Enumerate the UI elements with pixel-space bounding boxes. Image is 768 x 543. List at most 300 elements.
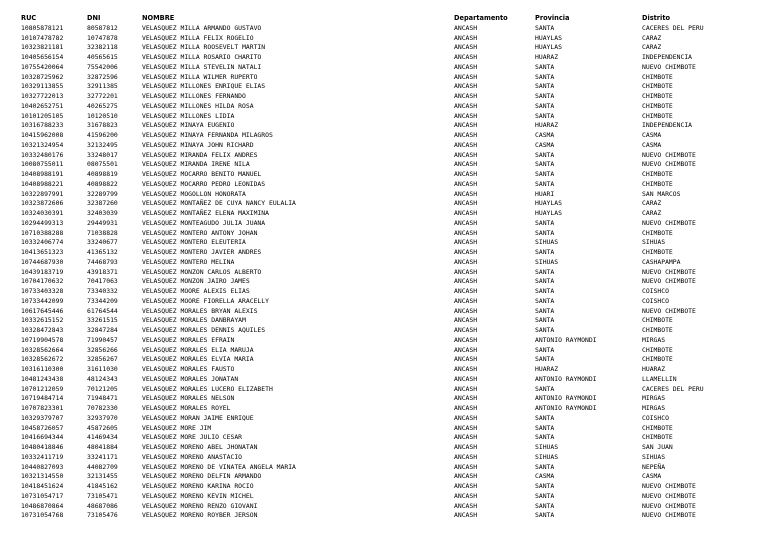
nombre-cell: VELASQUEZ MILLA ROSARIO CHARITO — [142, 53, 262, 61]
table-row — [21, 472, 741, 482]
ruc-cell: 10418451624 — [21, 482, 64, 490]
nombre-cell: VELASQUEZ MORALES FAUSTO — [142, 365, 235, 373]
nombre-cell: VELASQUEZ MIRANDA FELIX ANDRES — [142, 150, 258, 159]
departamento-cell: ANCASH — [454, 306, 478, 315]
ruc-cell: 10486870864 — [21, 501, 64, 510]
nombre-cell: VELASQUEZ MORE JIM — [142, 423, 212, 432]
provincia-cell: SANTA — [535, 287, 555, 295]
dni-cell: 33240677 — [87, 238, 118, 247]
header-row — [21, 14, 741, 24]
header-dni: DNI — [87, 14, 101, 22]
dni-cell: 71948471 — [87, 394, 118, 403]
table-row — [21, 433, 741, 443]
dni-cell: 32403039 — [87, 209, 118, 217]
distrito-cell: INDEPENDENCIA — [642, 121, 693, 130]
table-row — [21, 336, 741, 346]
dni-cell: 32772201 — [87, 92, 118, 100]
table-row — [21, 404, 741, 414]
ruc-cell: 10408988221 — [21, 179, 64, 188]
provincia-cell: HUAYLAS — [535, 43, 562, 52]
departamento-cell: ANCASH — [454, 296, 478, 305]
table-row — [21, 131, 741, 141]
dni-cell: 08075501 — [87, 160, 118, 169]
nombre-cell: VELASQUEZ MIRANDA IRENE NILA — [142, 160, 250, 169]
provincia-cell: SIHUAS — [535, 452, 559, 461]
nombre-cell: VELASQUEZ MILLA WILMER RUPERTO — [142, 72, 258, 81]
records-table — [21, 14, 741, 521]
dni-cell: 32856267 — [87, 355, 118, 364]
ruc-cell: 10617645446 — [21, 306, 64, 315]
dni-cell: 10747878 — [87, 33, 118, 42]
table-row — [21, 199, 741, 209]
departamento-cell: ANCASH — [454, 452, 478, 461]
departamento-cell: ANCASH — [454, 23, 478, 32]
dni-cell: 73105471 — [87, 491, 118, 500]
dni-cell: 40265275 — [87, 101, 118, 110]
ruc-cell: 10439183719 — [21, 267, 64, 276]
dni-cell: 44082709 — [87, 462, 118, 471]
table-row — [21, 268, 741, 278]
table-row — [21, 34, 741, 44]
distrito-cell: CHIMBOTE — [642, 345, 673, 354]
departamento-cell: ANCASH — [454, 101, 478, 110]
nombre-cell: VELASQUEZ MORENO ABEL JHONATAN — [142, 443, 258, 451]
departamento-cell: ANCASH — [454, 355, 478, 364]
distrito-cell: SIHUAS — [642, 238, 666, 247]
dni-cell: 10120510 — [87, 111, 118, 120]
departamento-cell: ANCASH — [454, 384, 478, 393]
dni-cell: 70417063 — [87, 277, 118, 286]
distrito-cell: NEPEÑA — [642, 462, 666, 471]
nombre-cell: VELASQUEZ MORAN JAIME ENRIQUE — [142, 413, 254, 422]
provincia-cell: SANTA — [535, 462, 555, 471]
dni-cell: 40898822 — [87, 179, 118, 188]
dni-cell: 40898819 — [87, 170, 118, 178]
table-row — [21, 219, 741, 229]
dni-cell: 75542006 — [87, 62, 118, 71]
dni-cell: 74468793 — [87, 257, 118, 266]
departamento-cell: ANCASH — [454, 501, 478, 510]
nombre-cell: VELASQUEZ MONTAÑEZ ELENA MAXIMINA — [142, 209, 269, 217]
table-row — [21, 141, 741, 151]
nombre-cell: VELASQUEZ MILLONES LIDIA — [142, 111, 235, 120]
distrito-cell: NUEVO CHIMBOTE — [642, 511, 696, 520]
departamento-cell: ANCASH — [454, 287, 478, 295]
nombre-cell: VELASQUEZ MILLA FELIX ROGELIO — [142, 33, 254, 42]
departamento-cell: ANCASH — [454, 374, 478, 383]
distrito-cell: CHIMBOTE — [642, 326, 673, 334]
dni-cell: 32911385 — [87, 82, 118, 91]
table-row — [21, 190, 741, 200]
table-row — [21, 482, 741, 492]
provincia-cell: ANTONIO RAYMONDI — [535, 394, 597, 403]
ruc-cell: 10458726057 — [21, 423, 64, 432]
departamento-cell: ANCASH — [454, 433, 478, 442]
ruc-cell: 10328562664 — [21, 345, 64, 354]
departamento-cell: ANCASH — [454, 335, 478, 344]
ruc-cell: 10332615152 — [21, 316, 64, 325]
ruc-cell: 10316110300 — [21, 365, 64, 373]
dni-cell: 45872605 — [87, 423, 118, 432]
ruc-cell: 10731054768 — [21, 511, 64, 520]
nombre-cell: VELASQUEZ MILLA ARMANDO GUSTAVO — [142, 23, 262, 32]
departamento-cell: ANCASH — [454, 277, 478, 286]
dni-cell: 32856266 — [87, 345, 118, 354]
departamento-cell: ANCASH — [454, 121, 478, 130]
ruc-cell: 10328562672 — [21, 355, 64, 364]
ruc-cell: 10329379707 — [21, 413, 64, 422]
nombre-cell: VELASQUEZ MORENO KARINA ROCIO — [142, 482, 254, 490]
provincia-cell: SANTA — [535, 277, 555, 286]
distrito-cell: CHIMBOTE — [642, 316, 673, 325]
provincia-cell: CASMA — [535, 140, 555, 149]
distrito-cell: INDEPENDENCIA — [642, 53, 693, 61]
table-row — [21, 277, 741, 287]
table-row — [21, 82, 741, 92]
table-row — [21, 424, 741, 434]
table-row — [21, 73, 741, 83]
nombre-cell: VELASQUEZ MORALES ELVIA MARIA — [142, 355, 254, 364]
ruc-cell: 10744687930 — [21, 257, 64, 266]
departamento-cell: ANCASH — [454, 443, 478, 451]
distrito-cell: CACERES DEL PERU — [642, 23, 704, 32]
table-row — [21, 248, 741, 258]
distrito-cell: CASMA — [642, 131, 662, 139]
nombre-cell: VELASQUEZ MORALES ROYEL — [142, 404, 231, 412]
nombre-cell: VELASQUEZ MOORE FIORELLA ARACELLY — [142, 296, 269, 305]
ruc-cell: 10805878121 — [21, 23, 64, 32]
dni-cell: 73344209 — [87, 296, 118, 305]
nombre-cell: VELASQUEZ MOCARRO BENITO MANUEL — [142, 170, 262, 178]
provincia-cell: SANTA — [535, 267, 555, 276]
dni-cell: 71990457 — [87, 335, 118, 344]
distrito-cell: NUEVO CHIMBOTE — [642, 267, 696, 276]
ruc-cell: 10324030391 — [21, 209, 64, 217]
nombre-cell: VELASQUEZ MINAYA JOHN RICHARD — [142, 140, 254, 149]
table-row — [21, 229, 741, 239]
provincia-cell: SANTA — [535, 511, 555, 520]
provincia-cell: HUARAZ — [535, 365, 559, 373]
distrito-cell: MIRGAS — [642, 335, 666, 344]
ruc-cell: 10731054717 — [21, 491, 64, 500]
dni-cell: 32382118 — [87, 43, 118, 52]
departamento-cell: ANCASH — [454, 53, 478, 61]
table-row — [21, 151, 741, 161]
ruc-cell: 10707823301 — [21, 404, 64, 412]
ruc-cell: 10719484714 — [21, 394, 64, 403]
dni-cell: 48124343 — [87, 374, 118, 383]
departamento-cell: ANCASH — [454, 218, 478, 227]
nombre-cell: VELASQUEZ MILLONES HILDA ROSA — [142, 101, 254, 110]
dni-cell: 32289799 — [87, 189, 118, 198]
provincia-cell: SANTA — [535, 384, 555, 393]
distrito-cell: CACERES DEL PERU — [642, 384, 704, 393]
ruc-cell: 10107478782 — [21, 33, 64, 42]
dni-cell: 73105476 — [87, 511, 118, 520]
header-ruc: RUC — [21, 14, 37, 22]
dni-cell: 43918371 — [87, 267, 118, 276]
distrito-cell: CHIMBOTE — [642, 72, 673, 81]
departamento-cell: ANCASH — [454, 92, 478, 100]
ruc-cell: 10327722013 — [21, 92, 64, 100]
departamento-cell: ANCASH — [454, 62, 478, 71]
ruc-cell: 10321314550 — [21, 472, 64, 481]
provincia-cell: HUARAZ — [535, 53, 559, 61]
table-row — [21, 326, 741, 336]
distrito-cell: CHIMBOTE — [642, 423, 673, 432]
provincia-cell: SANTA — [535, 433, 555, 442]
ruc-cell: 10413651323 — [21, 248, 64, 256]
distrito-cell: CARAZ — [642, 209, 662, 217]
distrito-cell: NUEVO CHIMBOTE — [642, 306, 696, 315]
table-row — [21, 365, 741, 375]
dni-cell: 80587812 — [87, 23, 118, 32]
ruc-cell: 10481243438 — [21, 374, 64, 383]
departamento-cell: ANCASH — [454, 209, 478, 217]
provincia-cell: SANTA — [535, 413, 555, 422]
departamento-cell: ANCASH — [454, 131, 478, 139]
table-row — [21, 394, 741, 404]
provincia-cell: SANTA — [535, 82, 555, 91]
dni-cell: 41469434 — [87, 433, 118, 442]
provincia-cell: SANTA — [535, 355, 555, 364]
nombre-cell: VELASQUEZ MILLA STEVELIN NATALI — [142, 62, 262, 71]
provincia-cell: HUARAZ — [535, 121, 559, 130]
dni-cell: 48041884 — [87, 443, 118, 451]
dni-cell: 31678823 — [87, 121, 118, 130]
table-row — [21, 43, 741, 53]
distrito-cell: CHIMBOTE — [642, 228, 673, 237]
distrito-cell: HUARAZ — [642, 365, 666, 373]
table-row — [21, 24, 741, 34]
provincia-cell: SANTA — [535, 316, 555, 325]
nombre-cell: VELASQUEZ MORALES JONATAN — [142, 374, 239, 383]
ruc-cell: 10704170632 — [21, 277, 64, 286]
header-departamento: Departamento — [454, 14, 508, 22]
ruc-cell: 10733442099 — [21, 296, 64, 305]
departamento-cell: ANCASH — [454, 257, 478, 266]
departamento-cell: ANCASH — [454, 462, 478, 471]
table-row — [21, 238, 741, 248]
ruc-cell: 10332480176 — [21, 150, 64, 159]
nombre-cell: VELASQUEZ MORENO DE VINATEA ANGELA MARIA — [142, 462, 296, 471]
table-row — [21, 209, 741, 219]
departamento-cell: ANCASH — [454, 511, 478, 520]
table-row — [21, 414, 741, 424]
distrito-cell: CASMA — [642, 472, 662, 481]
nombre-cell: VELASQUEZ MONZON JAIRO JAMES — [142, 277, 250, 286]
nombre-cell: VELASQUEZ MORALES DANBRAYAM — [142, 316, 246, 325]
departamento-cell: ANCASH — [454, 43, 478, 52]
distrito-cell: CASMA — [642, 140, 662, 149]
distrito-cell: CASHAPAMPA — [642, 257, 681, 266]
departamento-cell: ANCASH — [454, 111, 478, 120]
provincia-cell: SANTA — [535, 248, 555, 256]
departamento-cell: ANCASH — [454, 82, 478, 91]
distrito-cell: NUEVO CHIMBOTE — [642, 62, 696, 71]
dni-cell: 33261515 — [87, 316, 118, 325]
ruc-cell: 10733403328 — [21, 287, 64, 295]
ruc-cell: 10080755011 — [21, 160, 64, 169]
departamento-cell: ANCASH — [454, 316, 478, 325]
departamento-cell: ANCASH — [454, 423, 478, 432]
table-row — [21, 170, 741, 180]
provincia-cell: SANTA — [535, 345, 555, 354]
dni-cell: 33241171 — [87, 452, 118, 461]
ruc-cell: 10332406774 — [21, 238, 64, 247]
nombre-cell: VELASQUEZ MORENO RENZO GIOVANI — [142, 501, 258, 510]
departamento-cell: ANCASH — [454, 472, 478, 481]
departamento-cell: ANCASH — [454, 326, 478, 334]
nombre-cell: VELASQUEZ MORALES ELIA MARUJA — [142, 345, 254, 354]
provincia-cell: HUAYLAS — [535, 209, 562, 217]
table-row — [21, 375, 741, 385]
table-row — [21, 53, 741, 63]
table-row — [21, 511, 741, 521]
provincia-cell: SANTA — [535, 423, 555, 432]
nombre-cell: VELASQUEZ MILLONES FERNANDO — [142, 92, 246, 100]
distrito-cell: CHIMBOTE — [642, 82, 673, 91]
distrito-cell: NUEVO CHIMBOTE — [642, 501, 696, 510]
dni-cell: 32387260 — [87, 199, 118, 208]
departamento-cell: ANCASH — [454, 345, 478, 354]
dni-cell: 41365132 — [87, 248, 118, 256]
distrito-cell: NUEVO CHIMBOTE — [642, 150, 696, 159]
nombre-cell: VELASQUEZ MINAYA EUGENIO — [142, 121, 235, 130]
table-row — [21, 453, 741, 463]
nombre-cell: VELASQUEZ MONTERO ANTONY JOHAN — [142, 228, 258, 237]
departamento-cell: ANCASH — [454, 482, 478, 490]
provincia-cell: SANTA — [535, 306, 555, 315]
nombre-cell: VELASQUEZ MORENO KEVIN MICHEL — [142, 491, 254, 500]
provincia-cell: SANTA — [535, 491, 555, 500]
provincia-cell: SANTA — [535, 228, 555, 237]
distrito-cell: NUEVO CHIMBOTE — [642, 218, 696, 227]
nombre-cell: VELASQUEZ MILLONES ENRIQUE ELIAS — [142, 82, 266, 91]
dni-cell: 33248017 — [87, 150, 118, 159]
distrito-cell: NUEVO CHIMBOTE — [642, 482, 696, 490]
provincia-cell: SANTA — [535, 92, 555, 100]
table-row — [21, 502, 741, 512]
table-row — [21, 121, 741, 131]
distrito-cell: CARAZ — [642, 33, 662, 42]
distrito-cell: SAN JUAN — [642, 443, 673, 451]
provincia-cell: SANTA — [535, 72, 555, 81]
ruc-cell: 10316788233 — [21, 121, 64, 130]
distrito-cell: CHIMBOTE — [642, 433, 673, 442]
dni-cell: 73340332 — [87, 287, 118, 295]
table-row — [21, 160, 741, 170]
provincia-cell: SANTA — [535, 23, 555, 32]
dni-cell: 29449931 — [87, 218, 118, 227]
dni-cell: 31611030 — [87, 365, 118, 373]
header-distrito: Distrito — [642, 14, 671, 22]
distrito-cell: CHIMBOTE — [642, 248, 673, 256]
dni-cell: 32847284 — [87, 326, 118, 334]
provincia-cell: ANTONIO RAYMONDI — [535, 404, 597, 412]
provincia-cell: SANTA — [535, 482, 555, 490]
table-row — [21, 102, 741, 112]
table-row — [21, 492, 741, 502]
distrito-cell: MIRGAS — [642, 404, 666, 412]
ruc-cell: 10323872606 — [21, 199, 64, 208]
ruc-cell: 10321324954 — [21, 140, 64, 149]
distrito-cell: COISHCO — [642, 287, 669, 295]
distrito-cell: COISHCO — [642, 296, 669, 305]
provincia-cell: HUARI — [535, 189, 555, 198]
departamento-cell: ANCASH — [454, 72, 478, 81]
distrito-cell: SAN MARCOS — [642, 189, 681, 198]
ruc-cell: 10755420064 — [21, 62, 64, 71]
departamento-cell: ANCASH — [454, 179, 478, 188]
dni-cell: 48687086 — [87, 501, 118, 510]
provincia-cell: SANTA — [535, 296, 555, 305]
nombre-cell: VELASQUEZ MORENO ANASTACIO — [142, 452, 243, 461]
header-provincia: Provincia — [535, 14, 570, 22]
table-row — [21, 258, 741, 268]
provincia-cell: CASMA — [535, 472, 555, 481]
nombre-cell: VELASQUEZ MORALES EFRAIN — [142, 335, 235, 344]
nombre-cell: VELASQUEZ MONTERO JAVIER ANDRES — [142, 248, 262, 256]
dni-cell: 32937970 — [87, 413, 118, 422]
departamento-cell: ANCASH — [454, 394, 478, 403]
provincia-cell: SIHUAS — [535, 257, 559, 266]
provincia-cell: SANTA — [535, 501, 555, 510]
nombre-cell: VELASQUEZ MORE JULIO CESAR — [142, 433, 243, 442]
table-row — [21, 355, 741, 365]
table-row — [21, 63, 741, 73]
departamento-cell: ANCASH — [454, 491, 478, 500]
ruc-cell: 10328725962 — [21, 72, 64, 81]
dni-cell: 70121205 — [87, 384, 118, 393]
distrito-cell: SIHUAS — [642, 452, 666, 461]
ruc-cell: 10332411719 — [21, 452, 64, 461]
departamento-cell: ANCASH — [454, 365, 478, 373]
provincia-cell: SANTA — [535, 326, 555, 334]
header-nombre: NOMBRE — [142, 14, 175, 22]
provincia-cell: SANTA — [535, 160, 555, 169]
provincia-cell: HUAYLAS — [535, 199, 562, 208]
departamento-cell: ANCASH — [454, 160, 478, 169]
provincia-cell: SIHUAS — [535, 443, 559, 451]
nombre-cell: VELASQUEZ MORALES BRYAN ALEXIS — [142, 306, 258, 315]
departamento-cell: ANCASH — [454, 170, 478, 178]
distrito-cell: COISHCO — [642, 413, 669, 422]
ruc-cell: 10710388288 — [21, 228, 64, 237]
table-row — [21, 443, 741, 453]
ruc-cell: 10101205105 — [21, 111, 64, 120]
departamento-cell: ANCASH — [454, 248, 478, 256]
dni-cell: 70782330 — [87, 404, 118, 412]
table-row — [21, 346, 741, 356]
table-row — [21, 287, 741, 297]
dni-cell: 32132495 — [87, 140, 118, 149]
table-row — [21, 463, 741, 473]
table-row — [21, 297, 741, 307]
ruc-cell: 10701212059 — [21, 384, 64, 393]
distrito-cell: NUEVO CHIMBOTE — [642, 277, 696, 286]
dni-cell: 40565615 — [87, 53, 118, 61]
nombre-cell: VELASQUEZ MONTAÑEZ DE CUYA NANCY EULALIA — [142, 199, 296, 208]
distrito-cell: CHIMBOTE — [642, 355, 673, 364]
distrito-cell: NUEVO CHIMBOTE — [642, 491, 696, 500]
distrito-cell: CHIMBOTE — [642, 179, 673, 188]
distrito-cell: LLAMELLIN — [642, 374, 677, 383]
ruc-cell: 10416694344 — [21, 433, 64, 442]
nombre-cell: VELASQUEZ MORALES LUCERO ELIZABETH — [142, 384, 273, 393]
ruc-cell: 10322897991 — [21, 189, 64, 198]
nombre-cell: VELASQUEZ MORALES NELSON — [142, 394, 235, 403]
